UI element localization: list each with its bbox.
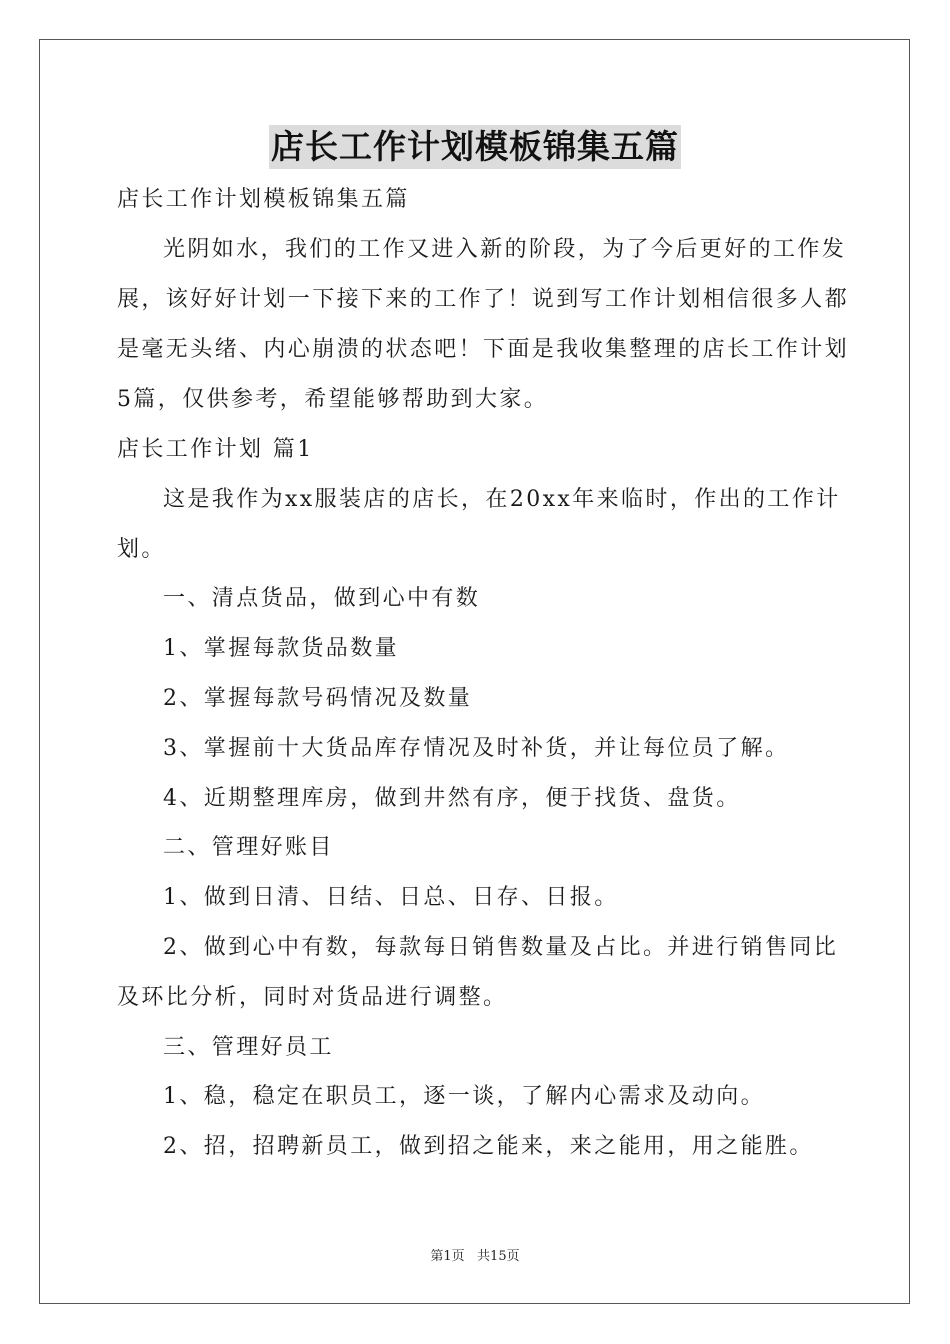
paragraph-line: 是毫无头绪、内心崩溃的状态吧！下面是我收集整理的店长工作计划	[117, 337, 850, 362]
paragraph-line: 划。	[117, 537, 166, 562]
document-subtitle: 店长工作计划模板锦集五篇	[117, 187, 410, 212]
paragraph-line: 这是我作为xx服装店的店长，在20xx年来临时，作出的工作计	[163, 487, 841, 512]
list-item: 4、近期整理库房，做到井然有序，便于找货、盘货。	[163, 786, 741, 811]
list-item: 1、掌握每款货品数量	[163, 636, 399, 661]
list-item: 3、掌握前十大货品库存情况及时补货，并让每位员了解。	[163, 736, 790, 761]
title-container	[0, 125, 950, 169]
list-item: 1、稳，稳定在职员工，逐一谈，了解内心需求及动向。	[163, 1084, 765, 1109]
list-item: 1、做到日清、日结、日总、日存、日报。	[163, 885, 619, 910]
list-heading: 一、清点货品，做到心中有数	[163, 586, 481, 611]
section-heading: 店长工作计划 篇1	[117, 437, 314, 462]
list-heading: 二、管理好账目	[163, 835, 334, 860]
page-footer: 第1页 共15页	[430, 1249, 520, 1264]
list-item-continuation: 及环比分析，同时对货品进行调整。	[117, 985, 508, 1010]
paragraph-line: 光阴如水，我们的工作又进入新的阶段，为了今后更好的工作发	[163, 237, 847, 262]
paragraph-line: 展，该好好计划一下接下来的工作了！说到写工作计划相信很多人都	[117, 287, 850, 312]
list-heading: 三、管理好员工	[163, 1035, 334, 1060]
page-border	[39, 39, 910, 1304]
document-title: 店长工作计划模板锦集五篇	[269, 125, 681, 169]
list-item: 2、做到心中有数，每款每日销售数量及占比。并进行销售同比	[163, 935, 839, 960]
list-item: 2、招，招聘新员工，做到招之能来，来之能用，用之能胜。	[163, 1134, 814, 1159]
paragraph-line: 5篇，仅供参考，希望能够帮助到大家。	[117, 387, 549, 412]
list-item: 2、掌握每款号码情况及数量	[163, 686, 473, 711]
